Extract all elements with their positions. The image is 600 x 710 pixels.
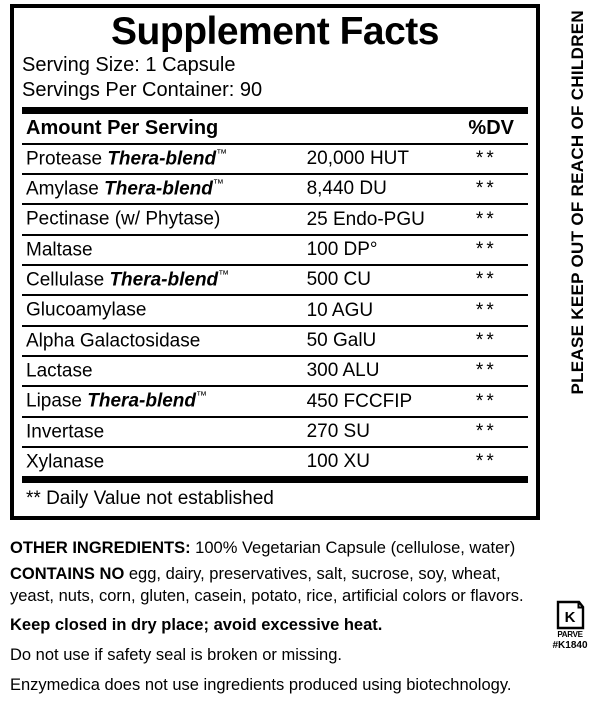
kosher-k-icon bbox=[555, 600, 585, 630]
svg-text:K: K bbox=[564, 609, 576, 626]
table-row bbox=[22, 356, 528, 386]
biotechnology-text: Enzymedica does not use ingredients produced using biotechnology. bbox=[10, 675, 512, 694]
nutrient-name-text: Lipase bbox=[26, 390, 88, 412]
nutrient-name bbox=[22, 447, 307, 476]
nutrient-amount: 500 CU bbox=[307, 265, 445, 295]
amount-column-header bbox=[307, 114, 445, 144]
nutrient-name-text: Alpha Galactosidase bbox=[26, 329, 201, 351]
nutrient-dv: ** bbox=[445, 235, 528, 265]
table-row bbox=[22, 417, 528, 447]
table-row bbox=[22, 265, 528, 295]
supplement-facts-panel bbox=[10, 4, 540, 520]
nutrient-name bbox=[22, 265, 307, 295]
nutrient-amount: 450 FCCFIP bbox=[307, 386, 445, 416]
nutrient-amount: 20,000 HUT bbox=[307, 144, 445, 174]
other-ingredients-label: OTHER INGREDIENTS: bbox=[10, 539, 191, 557]
nutrient-name-text: Glucoamylase bbox=[26, 299, 147, 321]
nutrient-dv: ** bbox=[445, 417, 528, 447]
nutrient-amount: 100 XU bbox=[306, 451, 370, 473]
trademark-symbol: ™ bbox=[212, 177, 224, 190]
amount-per-serving-header: Amount Per Serving bbox=[22, 114, 307, 144]
supplement-facts-title: Supplement Facts bbox=[111, 10, 439, 53]
table-row bbox=[22, 235, 528, 265]
nutrient-name bbox=[22, 326, 307, 356]
kosher-parve-label: PARVE bbox=[557, 630, 583, 639]
nutrient-name-text: Amylase bbox=[26, 178, 105, 200]
thera-blend-mark: Thera-blend bbox=[109, 269, 219, 291]
nutrient-name-text: Lactase bbox=[26, 360, 93, 382]
nutrient-name-text: Cellulase bbox=[26, 269, 110, 291]
nutrient-dv: ** bbox=[445, 144, 528, 174]
nutrient-dv: ** bbox=[445, 265, 528, 295]
dv-column-header: %DV bbox=[445, 114, 528, 144]
contains-no-label: CONTAINS NO bbox=[10, 564, 125, 583]
nutrient-amount: 25 Endo-PGU bbox=[307, 204, 445, 234]
nutrient-dv: ** bbox=[445, 174, 528, 204]
nutrient-amount: 50 GalU bbox=[307, 326, 445, 356]
nutrient-dv: ** bbox=[445, 386, 528, 416]
nutrient-name bbox=[22, 174, 307, 204]
table-header-row bbox=[22, 114, 528, 144]
nutrient-dv: ** bbox=[445, 356, 528, 386]
nutrient-name bbox=[22, 417, 307, 447]
nutrient-dv: ** bbox=[475, 451, 497, 473]
trademark-symbol: ™ bbox=[196, 390, 208, 403]
table-row bbox=[22, 447, 528, 476]
keep-closed-text: Keep closed in dry place; avoid excessive heat. bbox=[10, 616, 383, 635]
nutrient-name bbox=[22, 386, 307, 416]
table-row bbox=[22, 144, 528, 174]
nutrient-name-text: Xylanase bbox=[26, 451, 105, 473]
thera-blend-mark: Thera-blend bbox=[107, 147, 217, 169]
nutrient-amount: 8,440 DU bbox=[307, 174, 445, 204]
nutrient-amount: 300 ALU bbox=[307, 356, 445, 386]
serving-size: Serving Size: 1 Capsule bbox=[22, 54, 236, 76]
safety-seal-text: Do not use if safety seal is broken or missing. bbox=[10, 646, 342, 665]
nutrient-name bbox=[22, 235, 307, 265]
table-row bbox=[22, 204, 528, 234]
trademark-symbol: ™ bbox=[218, 268, 230, 281]
contains-no-line bbox=[10, 564, 540, 608]
table-row bbox=[22, 386, 528, 416]
kosher-code: #K1840 bbox=[552, 640, 588, 651]
nutrient-dv: ** bbox=[445, 295, 528, 325]
thera-blend-mark: Thera-blend bbox=[104, 178, 213, 200]
nutrient-dv: ** bbox=[445, 204, 528, 234]
nutrient-amount: 270 SU bbox=[307, 417, 445, 447]
servings-per-container: Servings Per Container: 90 bbox=[22, 78, 263, 101]
nutrient-name-text: Protease bbox=[26, 147, 108, 169]
kosher-certification bbox=[548, 600, 592, 651]
table-row bbox=[22, 295, 528, 325]
nutrient-table bbox=[22, 114, 528, 477]
nutrient-name bbox=[22, 356, 307, 386]
daily-value-footnote: ** Daily Value not established bbox=[26, 488, 274, 510]
nutrient-name-text: Maltase bbox=[26, 238, 93, 260]
table-row bbox=[22, 174, 528, 204]
nutrient-name-text: Pectinase (w/ Phytase) bbox=[26, 208, 221, 230]
trademark-symbol: ™ bbox=[216, 147, 228, 160]
nutrient-dv: ** bbox=[445, 326, 528, 356]
panel-divider-thick bbox=[22, 107, 528, 114]
nutrient-name bbox=[22, 295, 307, 325]
other-ingredients-line bbox=[10, 538, 540, 560]
nutrient-name bbox=[22, 204, 307, 234]
nutrient-name-text: Invertase bbox=[26, 420, 105, 442]
thera-blend-mark: Thera-blend bbox=[87, 390, 197, 412]
contains-no-text: egg, dairy, preservatives, salt, sucrose, soy, wheat, yeast, nuts, corn, gluten, casein, potato, rice, artificial colors or flavors. bbox=[10, 564, 524, 605]
other-ingredients-text: 100% Vegetarian Capsule (cellulose, water) bbox=[190, 539, 516, 557]
nutrient-amount: 10 AGU bbox=[307, 295, 445, 325]
table-row bbox=[22, 326, 528, 356]
nutrient-name bbox=[22, 144, 307, 174]
nutrient-amount: 100 DP° bbox=[307, 235, 445, 265]
keep-out-of-reach-text: PLEASE KEEP OUT OF REACH OF CHILDREN bbox=[568, 10, 587, 395]
bottom-info-block bbox=[10, 538, 540, 701]
keep-out-of-reach-notice bbox=[558, 10, 598, 510]
footnote-divider bbox=[22, 476, 528, 483]
